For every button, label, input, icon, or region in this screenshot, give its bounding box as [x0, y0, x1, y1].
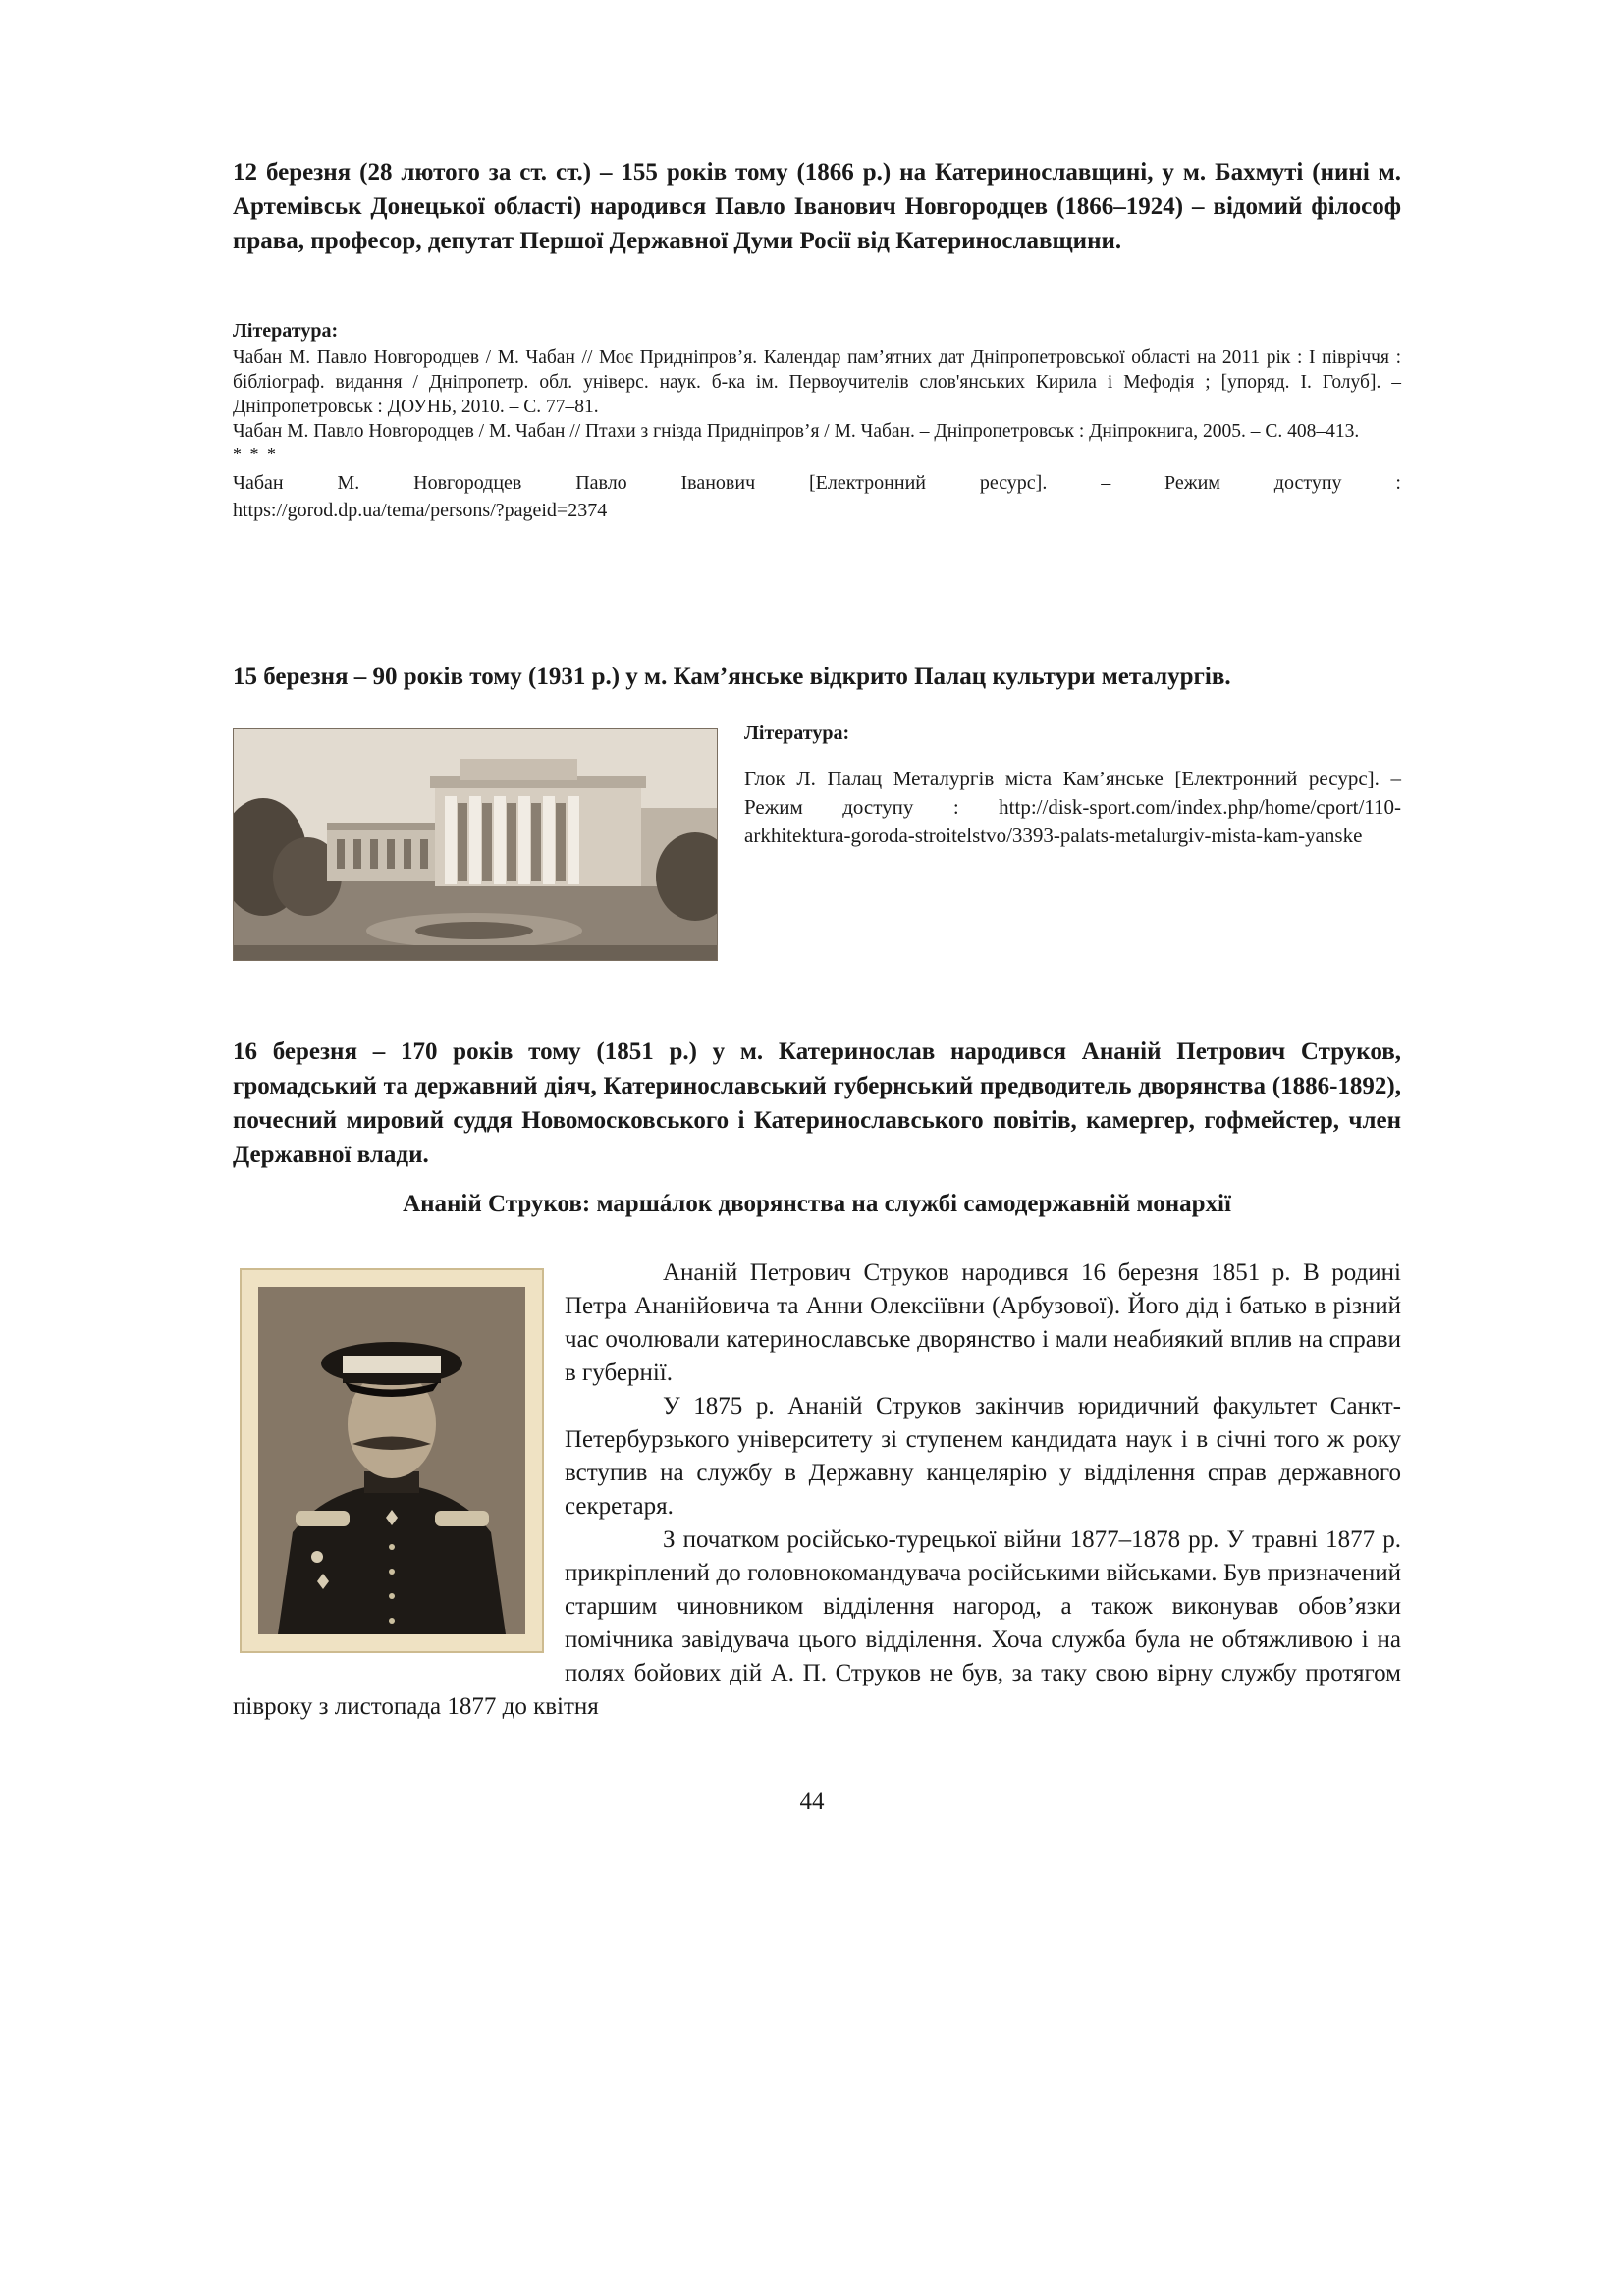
literature-item: Чабан М. Павло Новгородцев / М. Чабан // Моє Придніпров’я. Календар пам’ятних дат Дніпропетровської області на 2011 рік : І півріччя : бібліограф. видання / Дніпропетр. обл. універс. наук. б-ка ім. Первоучителів слов'янських Кирила і Мефодія ; [упоряд. І. Голуб]. – Дніпропетровськ : ДОУНБ, 2010. – С. 77–81. [233, 347, 1401, 417]
word: Чабан [233, 472, 284, 494]
word: : [1395, 472, 1401, 494]
word: [Електронний [808, 472, 926, 494]
page-number: 44 [799, 1789, 825, 1815]
word: доступу [1273, 472, 1342, 494]
bio-paragraph: Ананій Петрович Струков народився 16 березня 1851 р. В родині Петра Ананійовича та Анни Олексіївни (Арбузової). Його дід і батько в різний час очолювали катеринославське дворянство і мали неабиякий вплив на справи в губернії. [565, 1259, 1401, 1386]
palace-of-culture-photo [233, 728, 718, 961]
literature-label: Література: [744, 722, 850, 744]
literature-label: Література: [233, 320, 339, 342]
word: – [1101, 472, 1111, 494]
entry-heading-novgorodtsev: 12 березня (28 лютого за ст. ст.) – 155 років тому (1866 р.) на Катеринославщині, у м. Бахмуті (нині м. Артемівськ Донецької області) народився Павло Іванович Новгородцев (1866–1924) – відомий філософ права, професор, депутат Першої Державної Думи Росії від Катеринославщини. [233, 159, 1401, 254]
word: Новгородцев [413, 472, 522, 494]
article-subtitle: Ананій Струков: маршáлок дворянства на службі самодержавній монархії [403, 1191, 1231, 1217]
bio-paragraph: У 1875 р. Ананій Струков закінчив юридичний факультет Санкт-Петербурзького університету зі ступенем кандидата наук і в січні того ж року вступив на службу в Державну канцелярію у відділення справ державного секретаря. [565, 1393, 1401, 1520]
word: Іванович [680, 472, 756, 494]
word: ресурс]. [979, 472, 1048, 494]
literature-list [233, 346, 1401, 524]
entry-heading-strukov: 16 березня – 170 років тому (1851 р.) у м. Катеринослав народився Ананій Петрович Струков, громадський та державний діяч, Катеринославський губернський предводитель дворянства (1886-1892), почесний мировий суддя Новомосковського і Катеринославського повітів, камергер, гофмейстер, член Державної влади. [233, 1039, 1401, 1168]
word: Режим [1164, 472, 1220, 494]
entry-heading-palace: 15 березня – 90 років тому (1931 р.) у м. Кам’янське відкрито Палац культури металургів. [233, 664, 1231, 690]
literature-item: Глок Л. Палац Металургів міста Кам’янське [Електронний ресурс]. – Режим доступу : http://disk-sport.com/index.php/home/cport/110-arkhitektura-goroda-stroitelstvo/3393-palats-metalurgiv-mista-kam-yanske [744, 767, 1401, 847]
separator-stars: * * * [233, 444, 278, 463]
strukov-biography [233, 1256, 1401, 1724]
palace-literature [744, 720, 1401, 850]
literature-item-electronic [233, 469, 1401, 497]
word: Павло [575, 472, 627, 494]
literature-url-link[interactable]: https://gorod.dp.ua/tema/persons/?pageid=2374 [233, 500, 608, 521]
bio-paragraph: З початком російсько-турецької війни 1877–1878 рр. У травні 1877 р. прикріплений до головнокомандувача російськими військами. Був призначений старшим чиновником відділення нагород, а також виконував обов’язки помічника завідувача цього відділення. Хоча служба була не обтяжливою і на полях бойових дій А. П. Струков не був, за таку свою вірну службу протягом півроку з листопада 1877 до квітня [233, 1526, 1401, 1720]
literature-item: Чабан М. Павло Новгородцев / М. Чабан // Птахи з гнізда Придніпров’я / М. Чабан. – Дніпропетровськ : Дніпрокнига, 2005. – С. 408–413. [233, 421, 1360, 442]
word: М. [337, 472, 360, 494]
